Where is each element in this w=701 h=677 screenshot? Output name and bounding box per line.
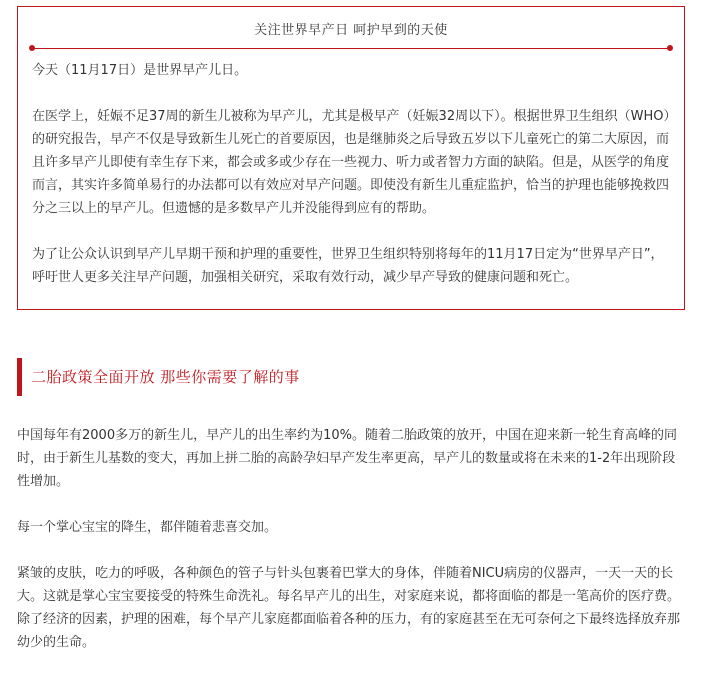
box-body (32, 59, 670, 312)
section-heading (17, 358, 685, 396)
divider-dot-left (29, 45, 35, 51)
section-heading-text: 二胎政策全面开放 那些你需要了解的事 (31, 368, 300, 386)
box-paragraph: 今天（11月17日）是世界早产儿日。 (32, 63, 248, 78)
intro-box (17, 6, 685, 310)
title-divider (32, 48, 670, 49)
article-paragraph: 中国每年有2000多万的新生儿，早产儿的出生率约为10%。随着二胎政策的放开，中国在迎来新一轮生育高峰的同时，由于新生儿基数的变大，再加上拼二胎的高龄孕妇早产发生率更高，早产儿的数量或将在未来的1-2年出现阶段性增加。 (17, 428, 677, 489)
article-paragraph: 每一个掌心宝宝的降生，都伴随着悲喜交加。 (17, 520, 278, 535)
box-title: 关注世界早产日 呵护早到的天使 (254, 23, 448, 38)
box-paragraph: 在医学上，妊娠不足37周的新生儿被称为早产儿，尤其是极早产（妊娠32周以下）。根据世界卫生组织（WHO）的研究报告，早产不仅是导致新生儿死亡的首要原因，也是继肺炎之后导致五岁以下儿童死亡的第二大原因，而且许多早产儿即使有幸生存下来，都会或多或少存在一些视力、听力或者智力方面的缺陷。但是，从医学的角度而言，其实许多简单易行的办法都可以有效应对早产问题。即使没有新生儿重症监护，恰当的护理也能够挽救四分之三以上的早产儿。但遗憾的是多数早产儿并没能得到应有的帮助。 (32, 109, 670, 216)
box-paragraph: 为了让公众认识到早产儿早期干预和护理的重要性，世界卫生组织特别将每年的11月17日定为“世界早产日”，呼吁世人更多关注早产问题，加强相关研究，采取有效行动，减少早产导致的健康问题和死亡。 (32, 247, 664, 285)
article-body (17, 424, 681, 677)
heading-accent-bar (17, 358, 22, 396)
article-paragraph: 紧皱的皮肤，吃力的呼吸，各种颜色的管子与针头包裹着巴掌大的身体，伴随着NICU病房的仪器声，一天一天的长大。这就是掌心宝宝要接受的特殊生命洗礼。每名早产儿的出生，对家庭来说，都将面临的都是一笔高价的医疗费。除了经济的因素，护理的困难，每个早产儿家庭都面临着各种的压力，有的家庭甚至在无可奈何之下最终选择放弃那幼少的生命。 (17, 566, 681, 650)
divider-dot-right (667, 45, 673, 51)
